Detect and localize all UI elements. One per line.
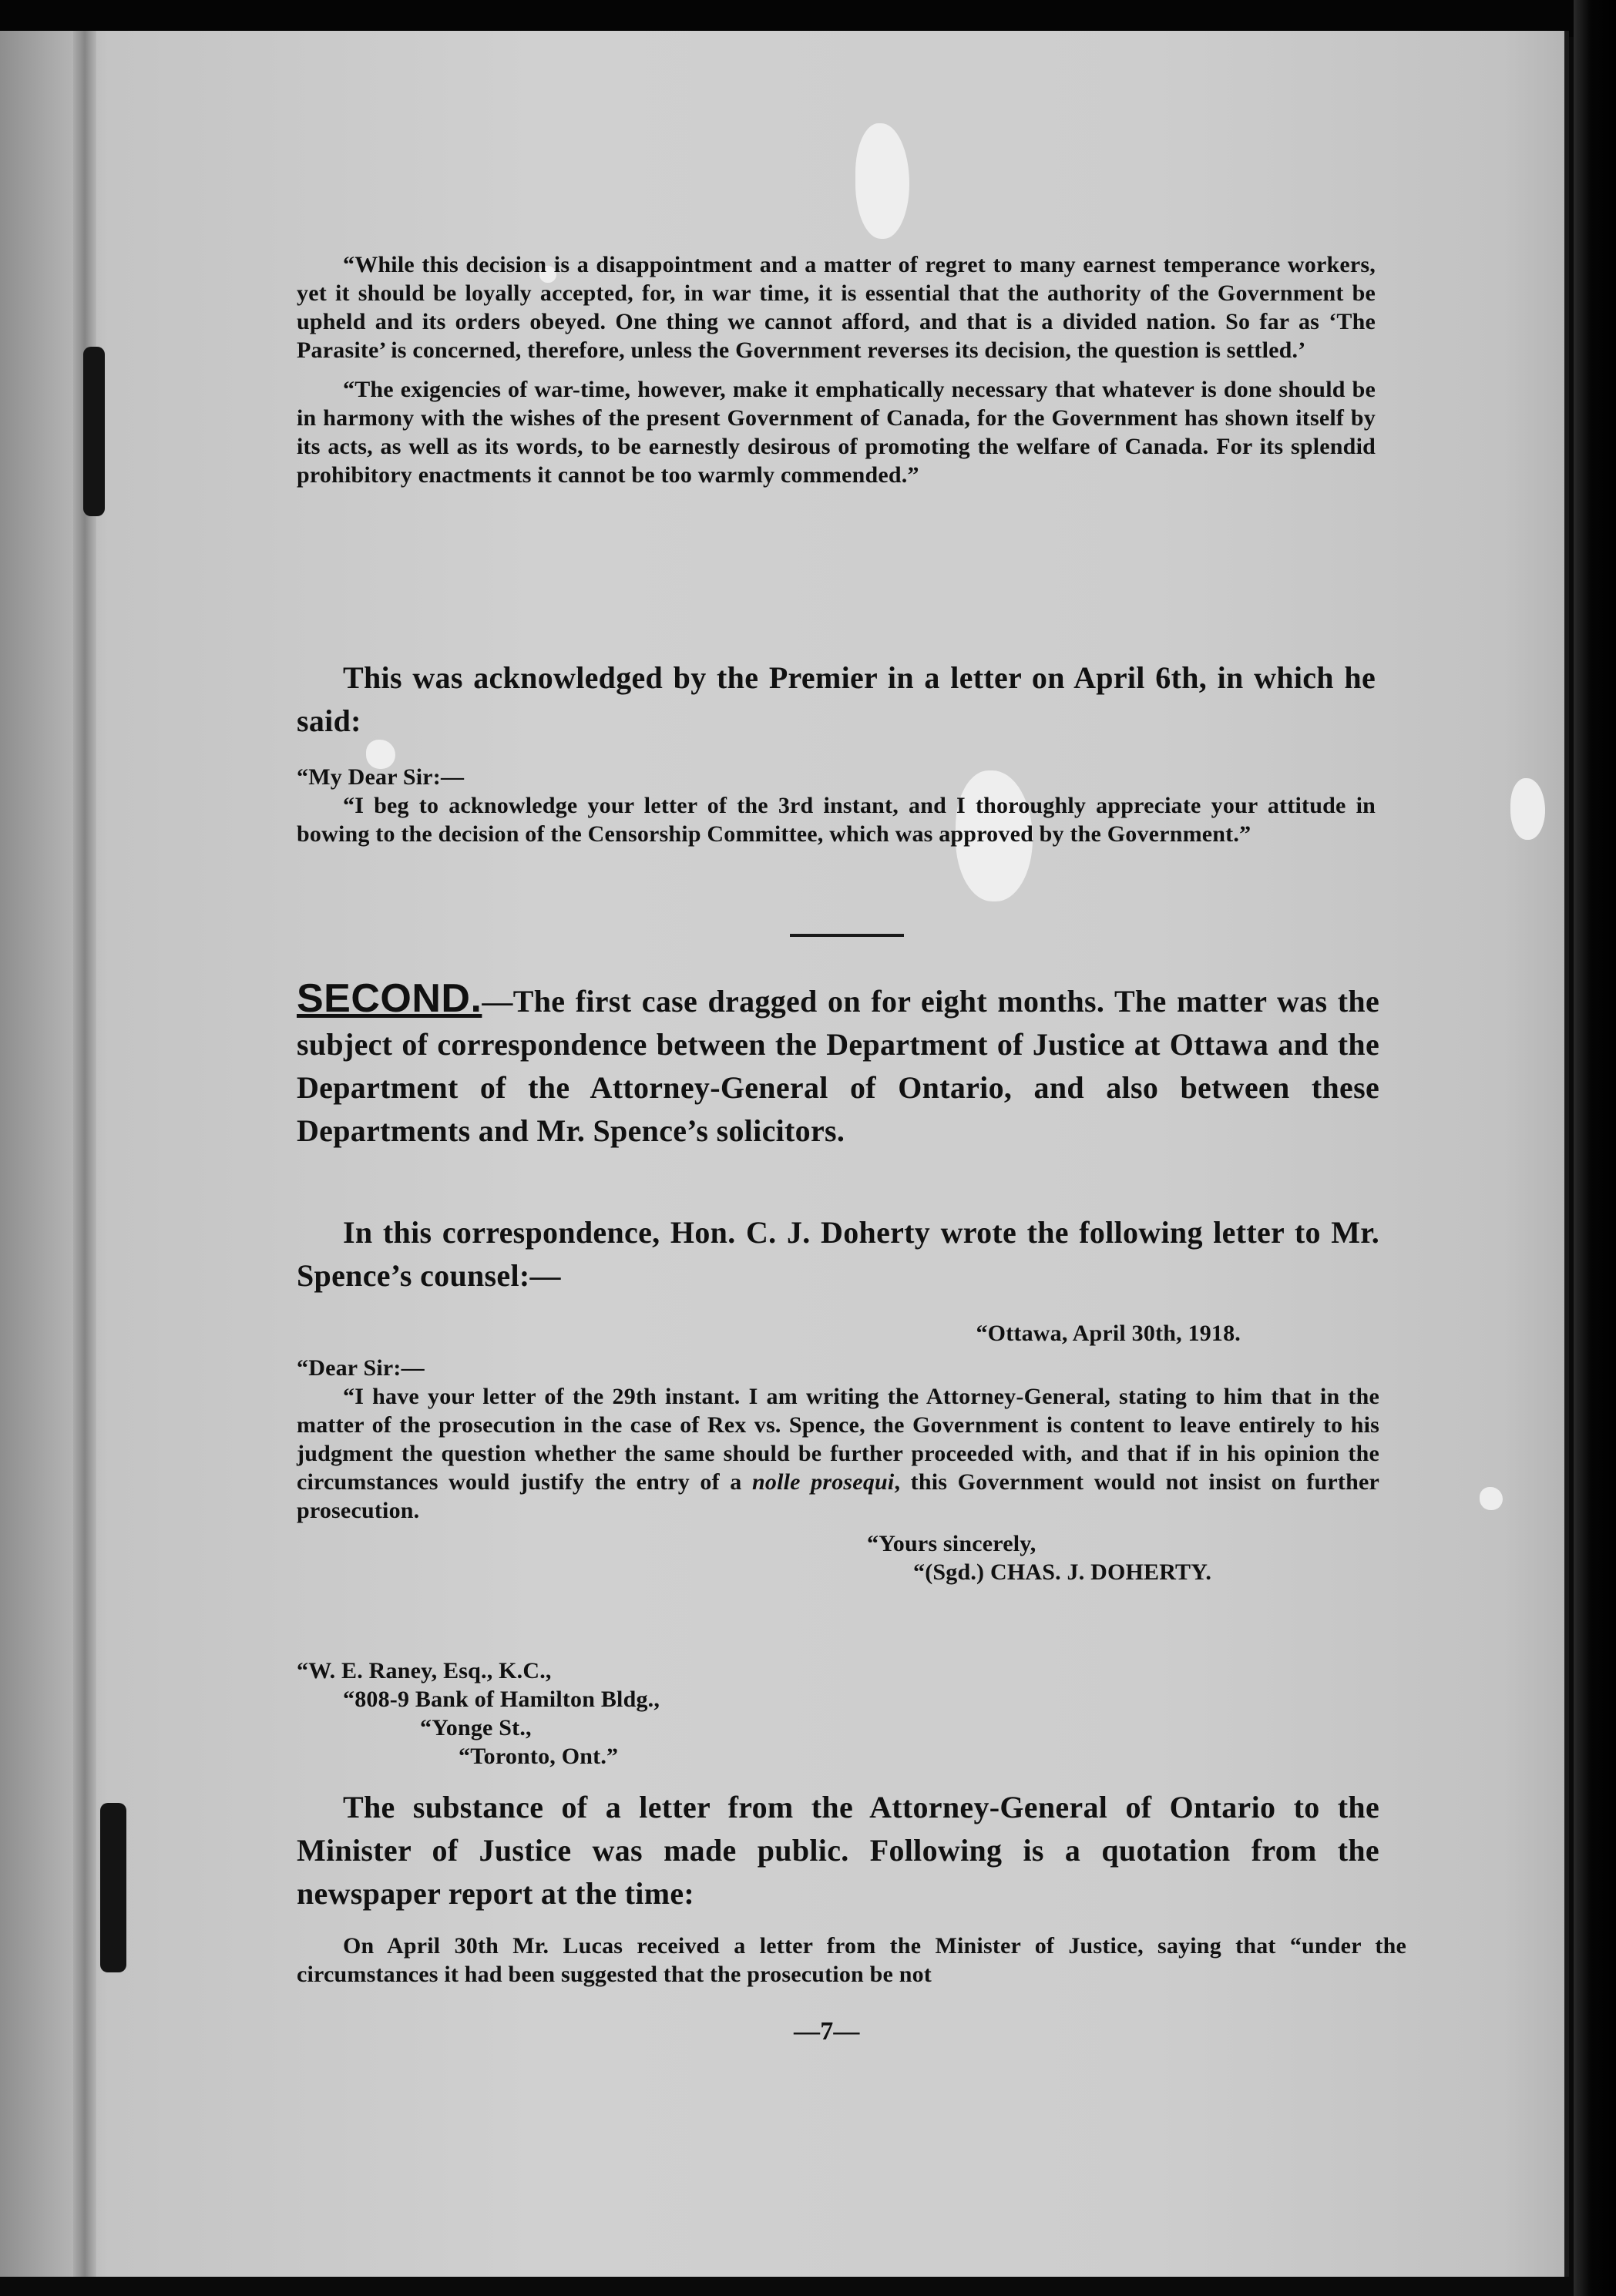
binding-staple-top	[83, 347, 105, 516]
quote-paragraph-2: “The exigencies of war-time, however, make it emphatically necessary that whatever is done should be in harmony with the wishes of the present Government of Canada, for the Government has shown itself by its acts, as well as its words, to be earnestly desirous of promoting the welfare of Canada. For its splendid prohibitory enactments it cannot be too warmly commended.”	[297, 377, 1376, 488]
address-line-1: “W. E. Raney, Esq., K.C.,	[297, 1658, 552, 1683]
newspaper-block	[297, 1932, 1406, 1989]
page-number-block	[794, 2017, 948, 2046]
premier-letter	[297, 763, 1376, 848]
letter-closing: “Yours sincerely,	[867, 1531, 1036, 1556]
second-heading: SECOND.	[297, 976, 482, 1021]
ack-block	[297, 656, 1376, 743]
address-line-3: “Yonge St.,	[420, 1715, 532, 1740]
newspaper-quote: On April 30th Mr. Lucas received a letter from the Minister of Justice, saying that “under the circumstances it had been suggested that the prosecution be not	[297, 1933, 1406, 1987]
quote-block-1	[297, 250, 1376, 489]
substance-block	[297, 1786, 1379, 1915]
section-divider	[790, 934, 904, 937]
paper-blotch	[1510, 778, 1545, 840]
letter-body-end: , this Government would not insist on further prosecution.	[297, 1469, 1379, 1523]
substance-paragraph: The substance of a letter from the Attorney-General of Ontario to the Minister of Justice was made public. Following is a quotation from the newspaper report at the time:	[297, 1790, 1379, 1911]
page-number: —7—	[794, 2017, 860, 2046]
paper-blotch	[1480, 1487, 1503, 1510]
letter-dateline: “Ottawa, April 30th, 1918.	[976, 1321, 1241, 1346]
letter-body-text: “I have your letter of the 29th instant. I am writing the Attorney-General, stating to him that in the matter of the prosecution in the case of Rex vs. Spence, the Government is content to leave entirely to his judgment the question whether the same should be further proceeded with, and that if in his opinion the circumstances would justify the entry of a	[297, 1384, 1379, 1495]
letter-signature: “(Sgd.) CHAS. J. DOHERTY.	[913, 1559, 1212, 1585]
letter-body	[297, 1382, 1379, 1525]
ack-paragraph: This was acknowledged by the Premier in a letter on April 6th, in which he said:	[297, 660, 1376, 738]
doherty-intro: In this correspondence, Hon. C. J. Doherty wrote the following letter to Mr. Spence’s counsel:—	[297, 1215, 1379, 1293]
letter-body-latin: nolle prosequi	[752, 1469, 895, 1495]
address-block	[297, 1657, 1067, 1771]
quote-paragraph-1: “While this decision is a disappointment and a matter of regret to many earnest temperance workers, yet it should be loyally accepted, for, in war time, it is essential that the authority of the Government be upheld and its orders obeyed. One thing we cannot afford, and that is a divided nation. So far as ‘The Parasite’ is concerned, therefore, unless the Government reverses its decision, the question is settled.’	[297, 252, 1376, 363]
address-line-4: “Toronto, Ont.”	[459, 1744, 619, 1769]
premier-salutation: “My Dear Sir:—	[297, 764, 465, 790]
premier-letter-body: “I beg to acknowledge your letter of the 3rd instant, and I thoroughly appreciate your attitude in bowing to the decision of the Censorship Committee, which was approved by the Government.”	[297, 793, 1376, 847]
right-edge-shadow	[1574, 0, 1616, 2296]
letter-salutation: “Dear Sir:—	[297, 1355, 425, 1381]
second-text: —The first case dragged on for eight months. The matter was the subject of correspondence between the Department of Justice at Ottawa and the Department of the Attorney-General of Ontario, and also between these Departments and Mr. Spence’s solicitors.	[297, 984, 1379, 1148]
address-line-2: “808-9 Bank of Hamilton Bldg.,	[343, 1687, 660, 1712]
doherty-intro-block	[297, 1211, 1379, 1297]
binding-staple-bottom	[100, 1803, 126, 1972]
doherty-letter	[297, 1319, 1379, 1586]
second-section	[297, 977, 1379, 1153]
